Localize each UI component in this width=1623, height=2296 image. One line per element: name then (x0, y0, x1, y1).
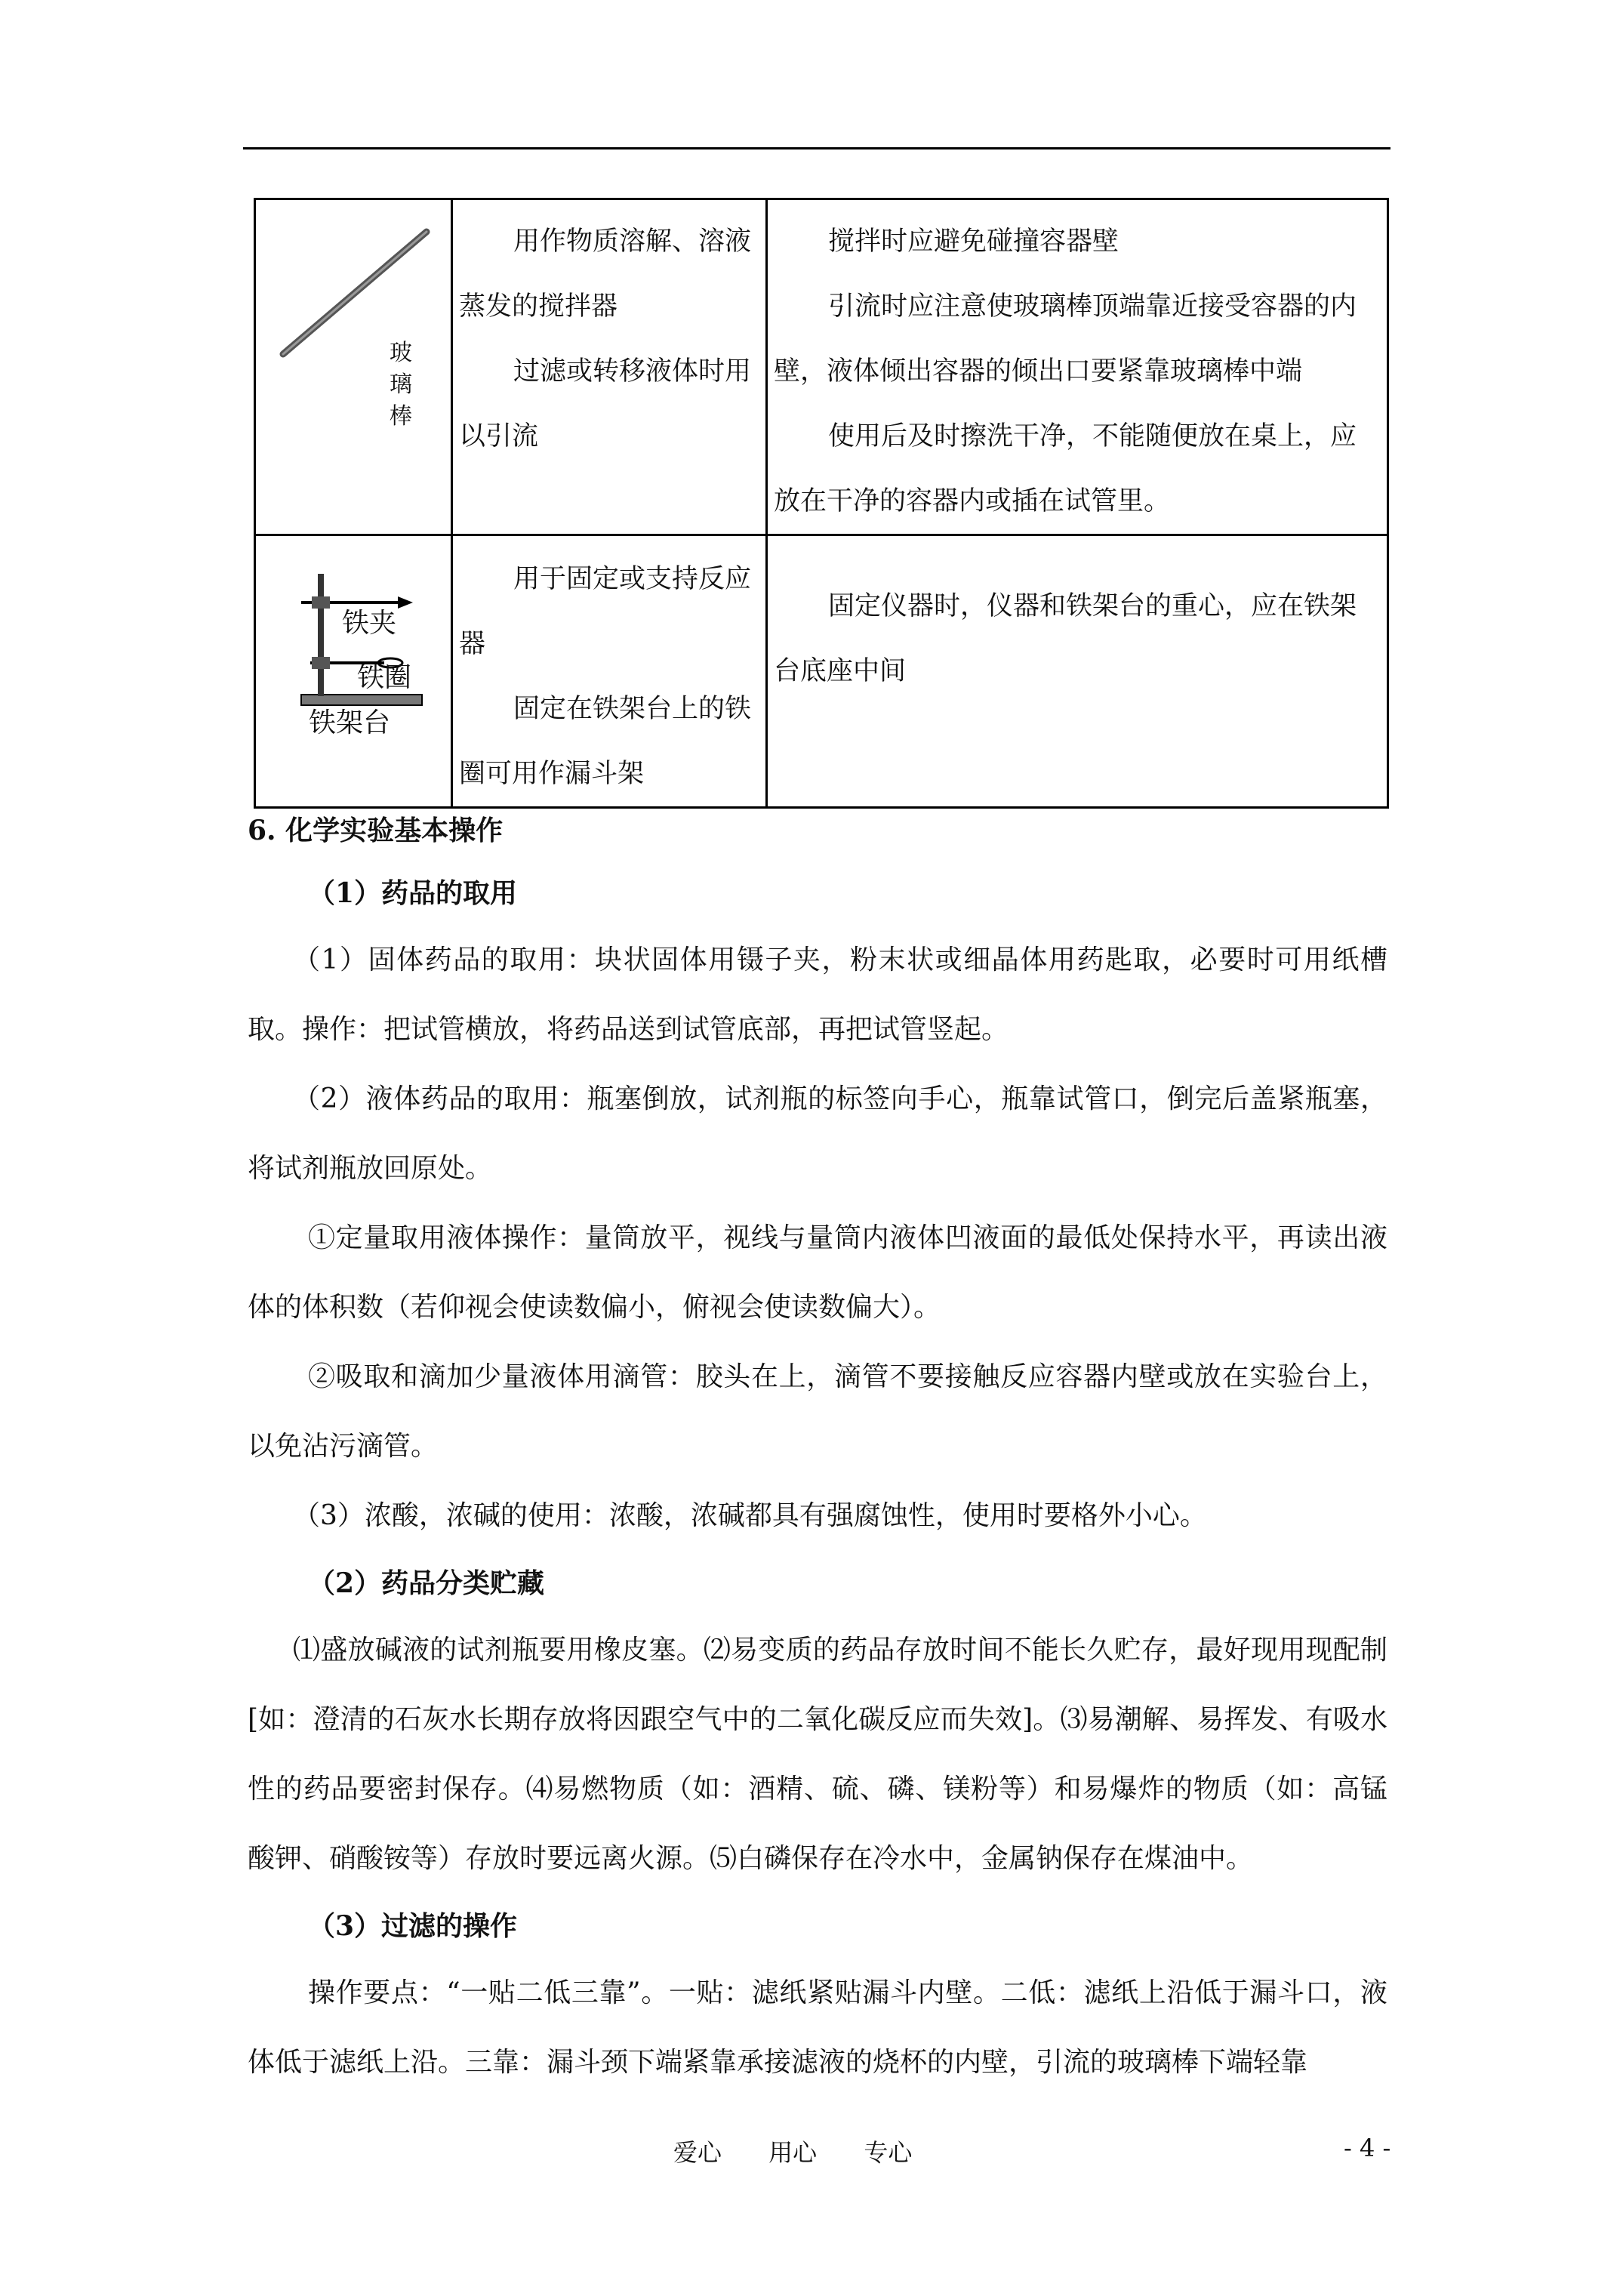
glass-rod-notes (767, 199, 1388, 535)
iron-clamp-label: 铁夹 (342, 608, 397, 639)
glass-rod-label: 玻璃棒 (390, 340, 412, 430)
iron-stand-drawing (256, 536, 451, 775)
paragraph: ⑴盛放碱液的试剂瓶要用橡皮塞。⑵易变质的药品存放时间不能长久贮存，最好现用现配制[如：澄清的石灰水长期存放将因跟空气中的二氧化碳反应而失效]。⑶易潮解、易挥发、有吸水性的药品要密封保存。⑷易燃物质（如：酒精、硫、磷、镁粉等）和易爆炸的物质（如：高锰酸钾、硝酸铵等）存放时要远离火源。⑸白磷保存在冷水中，金属钠保存在煤油中。 (248, 1635, 1387, 1874)
paragraph: （2）液体药品的取用：瓶塞倒放，试剂瓶的标签向手心，瓶靠试管口，倒完后盖紧瓶塞，将试剂瓶放回原处。 (248, 1083, 1387, 1184)
note-item: 使用后及时擦洗干净，不能随便放在桌上，应放在干净的容器内或插在试管里。 (774, 421, 1357, 516)
iron-stand-uses (452, 535, 767, 808)
use-item: 用于固定或支持反应器 (459, 564, 752, 659)
glass-rod-image-cell (255, 199, 452, 535)
section-title: 6. 化学实验基本操作 (248, 815, 504, 846)
note-item: 固定仪器时，仪器和铁架台的重心，应在铁架台底座中间 (774, 591, 1357, 686)
iron-stand-notes (767, 535, 1388, 808)
iron-stand-label: 铁架台 (309, 707, 391, 738)
iron-stand-image-cell (255, 535, 452, 808)
paragraph: （1）固体药品的取用：块状固体用镊子夹，粉末状或细晶体用药匙取，必要时可用纸槽取。操作：把试管横放，将药品送到试管底部，再把试管竖起。 (248, 945, 1387, 1045)
paragraph: 操作要点：“一贴二低三靠”。一贴：滤纸紧贴漏斗内壁。二低：滤纸上沿低于漏斗口，液体低于滤纸上沿。三靠：漏斗颈下端紧靠承接滤液的烧杯的内壁，引流的玻璃棒下端轻靠 (248, 1977, 1387, 2078)
glass-rod-uses (452, 199, 767, 535)
use-item: 固定在铁架台上的铁圈可用作漏斗架 (459, 694, 752, 789)
subsection-title: （1）药品的取用 (308, 877, 518, 909)
header-rule (243, 147, 1390, 149)
table-row (255, 535, 1388, 808)
subsection-title: （3）过滤的操作 (308, 1910, 518, 1942)
paragraph: （3）浓酸，浓碱的使用：浓酸，浓碱都具有强腐蚀性，使用时要格外小心。 (293, 1500, 1207, 1531)
glass-rod-drawing (256, 200, 451, 514)
paragraph: ②吸取和滴加少量液体用滴管：胶头在上，滴管不要接触反应容器内壁或放在实验台上，以免沾污滴管。 (248, 1361, 1387, 1462)
note-item: 搅拌时应避免碰撞容器壁 (828, 227, 1119, 257)
table-row (255, 199, 1388, 535)
use-item: 用作物质溶解、溶液蒸发的搅拌器 (459, 227, 752, 322)
note-item: 引流时应注意使玻璃棒顶端靠近接受容器的内壁，液体倾出容器的倾出口要紧靠玻璃棒中端 (774, 291, 1357, 387)
use-item: 过滤或转移液体时用以引流 (459, 356, 752, 451)
subsection-title: （2）药品分类贮藏 (308, 1567, 545, 1599)
footer-motto: 爱心 用心 专心 (673, 2138, 913, 2167)
page-number: - 4 - (1344, 2134, 1391, 2162)
paragraph: ①定量取用液体操作：量筒放平，视线与量筒内液体凹液面的最低处保持水平，再读出液体的体积数（若仰视会使读数偏小，俯视会使读数偏大）。 (248, 1222, 1387, 1323)
document-body (248, 800, 1387, 2097)
equipment-table (254, 198, 1389, 809)
iron-ring-label: 铁圈 (357, 662, 412, 693)
